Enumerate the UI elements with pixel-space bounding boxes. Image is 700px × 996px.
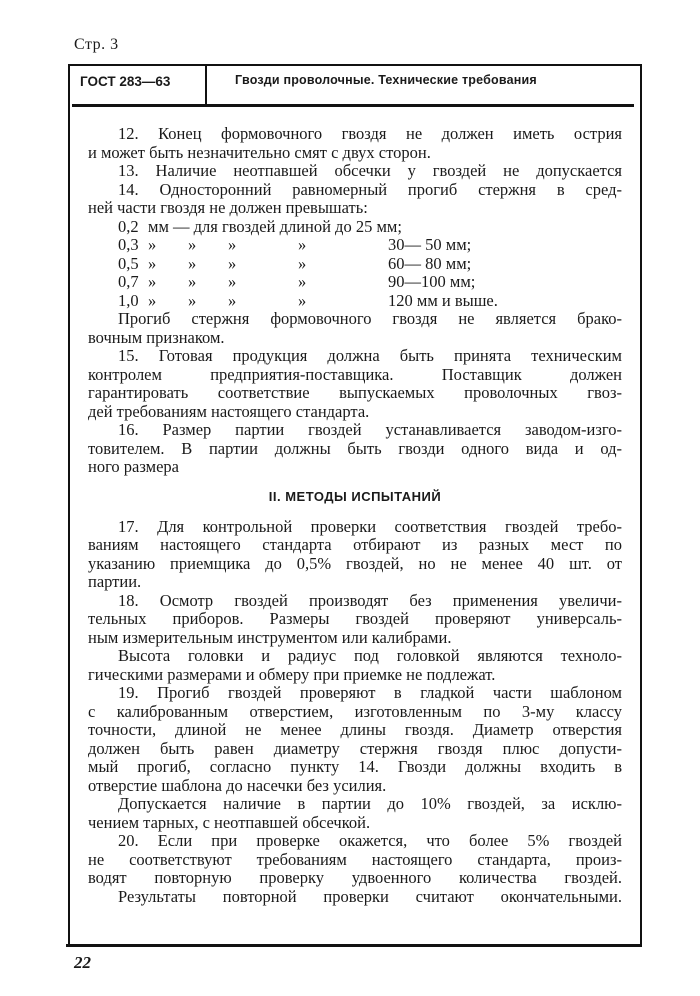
deflection-value: 0,2 [118, 216, 139, 236]
page-label: Стр. 3 [74, 36, 119, 53]
text-line: 19. Прогиб гвоздей проверяют в гладкой части шаблоном [118, 684, 622, 702]
text-line: контролем предприятия-поставщика. Поставщик должен [88, 365, 622, 384]
ditto-mark: » [188, 272, 197, 291]
deflection-value: 0,5 [118, 253, 139, 273]
text-line: точности, длиной не менее длины гвоздя. Диаметр отверстия [88, 721, 622, 739]
section-heading: II. МЕТОДЫ ИСПЫТАНИЙ [268, 488, 442, 504]
ditto-mark: » [148, 272, 157, 291]
ditto-mark: » [148, 290, 157, 310]
ditto-mark: » [188, 290, 197, 310]
text-line: гарантировать соответствие выпускаемых проволочных гвоз- [88, 384, 622, 402]
length-range: 60— 80 мм; [388, 253, 472, 273]
ditto-mark: » [298, 290, 307, 310]
text-line: отверстие шаблона до насечки без усилия. [88, 775, 387, 795]
text-line: и может быть незначительно смят с двух сторон. [88, 142, 431, 162]
ditto-mark: » [188, 235, 197, 254]
text-line: 16. Размер партии гвоздей устанавливается заводом-изго- [118, 421, 622, 439]
document-body [88, 125, 622, 906]
text-line: Результаты повторной проверки считают окончательными. [118, 887, 622, 906]
paragraphs-17-20 [88, 518, 622, 907]
ditto-mark: » [298, 272, 307, 291]
ditto-mark: » [188, 253, 197, 273]
length-range: 120 мм и выше. [388, 290, 498, 310]
text-line: водят повторную проверку удвоенного количества гвоздей. [88, 869, 622, 887]
text-line: 18. Осмотр гвоздей производят без применения увеличи- [118, 591, 622, 610]
table-row [88, 218, 622, 237]
header-divider [205, 66, 207, 106]
frame-bottom-rule [66, 944, 642, 947]
text-line: товителем. В партии должны быть гвозди одного вида и од- [88, 439, 622, 458]
text-line: с калиброванным отверстием, изготовленным по 3-му классу [88, 702, 622, 721]
ditto-mark: » [148, 235, 157, 254]
text-line: ного размера [88, 457, 180, 476]
text-line: Допускается наличие в партии до 10% гвоздей, за исклю- [118, 795, 622, 813]
page-number: 22 [74, 953, 91, 972]
ditto-mark: » [298, 253, 307, 273]
ditto-mark: » [228, 253, 237, 273]
text-line: Прогиб стержня формовочного гвоздя не является брако- [118, 310, 622, 328]
paragraphs-12-14 [88, 125, 622, 218]
text-line: 15. Готовая продукция должна быть принята техническим [118, 347, 622, 365]
text-line: ней части гвоздя не должен превышать: [88, 198, 368, 217]
document-title: Гвозди проволочные. Технические требования [235, 73, 537, 87]
text-line: 20. Если при проверке окажется, что более 5% гвоздей [118, 832, 622, 850]
gost-number: ГОСТ 283—63 [80, 74, 171, 89]
table-row [88, 255, 622, 274]
table-row [88, 273, 622, 292]
length-range: 30— 50 мм; [388, 235, 472, 254]
ditto-mark: » [228, 235, 237, 254]
text-line: партии. [88, 572, 142, 591]
text-line: мый прогиб, согласно пункту 14. Гвозди должны входить в [88, 758, 622, 776]
text-line: 12. Конец формовочного гвоздя не должен иметь острия [118, 125, 622, 143]
text-line: ным измерительным инструментом или калибрами. [88, 627, 452, 647]
text-line: тельных приборов. Размеры гвоздей проверяют универсаль- [88, 610, 622, 628]
deflection-value: 0,7 [118, 272, 139, 291]
text-line: 17. Для контрольной проверки соответствия гвоздей требо- [118, 517, 622, 536]
text-line: ваниям настоящего стандарта отбирают из разных мест по [88, 536, 622, 554]
paragraphs-15-16 [88, 310, 622, 477]
deflection-text: мм — для гвоздей длиной до 25 мм; [148, 216, 402, 236]
text-line: гическими размерами и обмеру при приемке не подлежат. [88, 664, 496, 684]
text-line: 13. Наличие неотпавшей обсечки у гвоздей не допускается [118, 162, 622, 180]
text-line: указанию приемщика до 0,5% гвоздей, но не менее 40 шт. от [88, 554, 622, 573]
text-line: дей требованиям настоящего стандарта. [88, 401, 370, 421]
deflection-table [88, 218, 622, 311]
text-line: Высота головки и радиус под головкой являются техноло- [118, 647, 622, 665]
deflection-value: 1,0 [118, 290, 139, 310]
text-line: чением тарных, с неотпавшей обсечкой. [88, 812, 371, 832]
ditto-mark: » [228, 290, 237, 310]
deflection-value: 0,3 [118, 235, 139, 254]
text-line: должен быть равен диаметру стержня гвоздя плюс допусти- [88, 739, 622, 758]
length-range: 90—100 мм; [388, 272, 476, 291]
ditto-mark: » [148, 253, 157, 273]
table-row [88, 236, 622, 255]
header-rule [72, 104, 634, 107]
table-row [88, 292, 622, 311]
ditto-mark: » [228, 272, 237, 291]
ditto-mark: » [298, 235, 307, 254]
text-line: не соответствуют требованиям настоящего стандарта, произ- [88, 850, 622, 869]
text-line: 14. Односторонний равномерный прогиб стержня в сред- [118, 180, 622, 199]
text-line: вочным признаком. [88, 327, 225, 347]
